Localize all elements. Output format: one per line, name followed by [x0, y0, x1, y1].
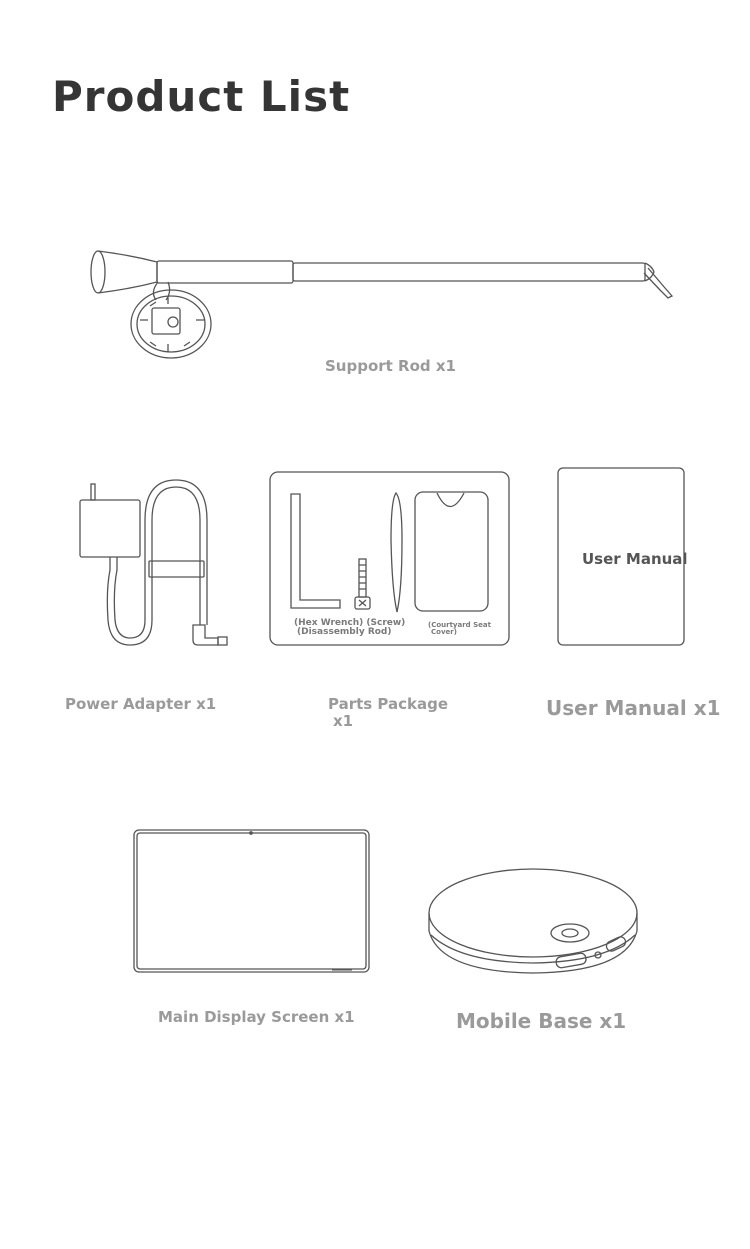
parts-label-cover-1: (Courtyard Seat [428, 621, 491, 629]
parts-package-caption-line2: x1 [333, 712, 354, 730]
parts-label-tools: (Hex Wrench) (Screw) [294, 618, 406, 628]
page-title: Product List [52, 72, 351, 121]
parts-label-cover-2: Cover) [431, 628, 457, 636]
parts-package-caption-line1: Parts Package [328, 695, 449, 713]
user-manual-caption: User Manual x1 [546, 696, 721, 720]
main-display-caption: Main Display Screen x1 [158, 1008, 355, 1026]
power-adapter-caption: Power Adapter x1 [65, 695, 217, 713]
parts-label-rod: (Disassembly Rod) [297, 627, 392, 637]
mobile-base-caption: Mobile Base x1 [456, 1009, 627, 1033]
support-rod-caption: Support Rod x1 [325, 357, 456, 375]
user-manual-cover-text: User Manual [582, 550, 688, 568]
